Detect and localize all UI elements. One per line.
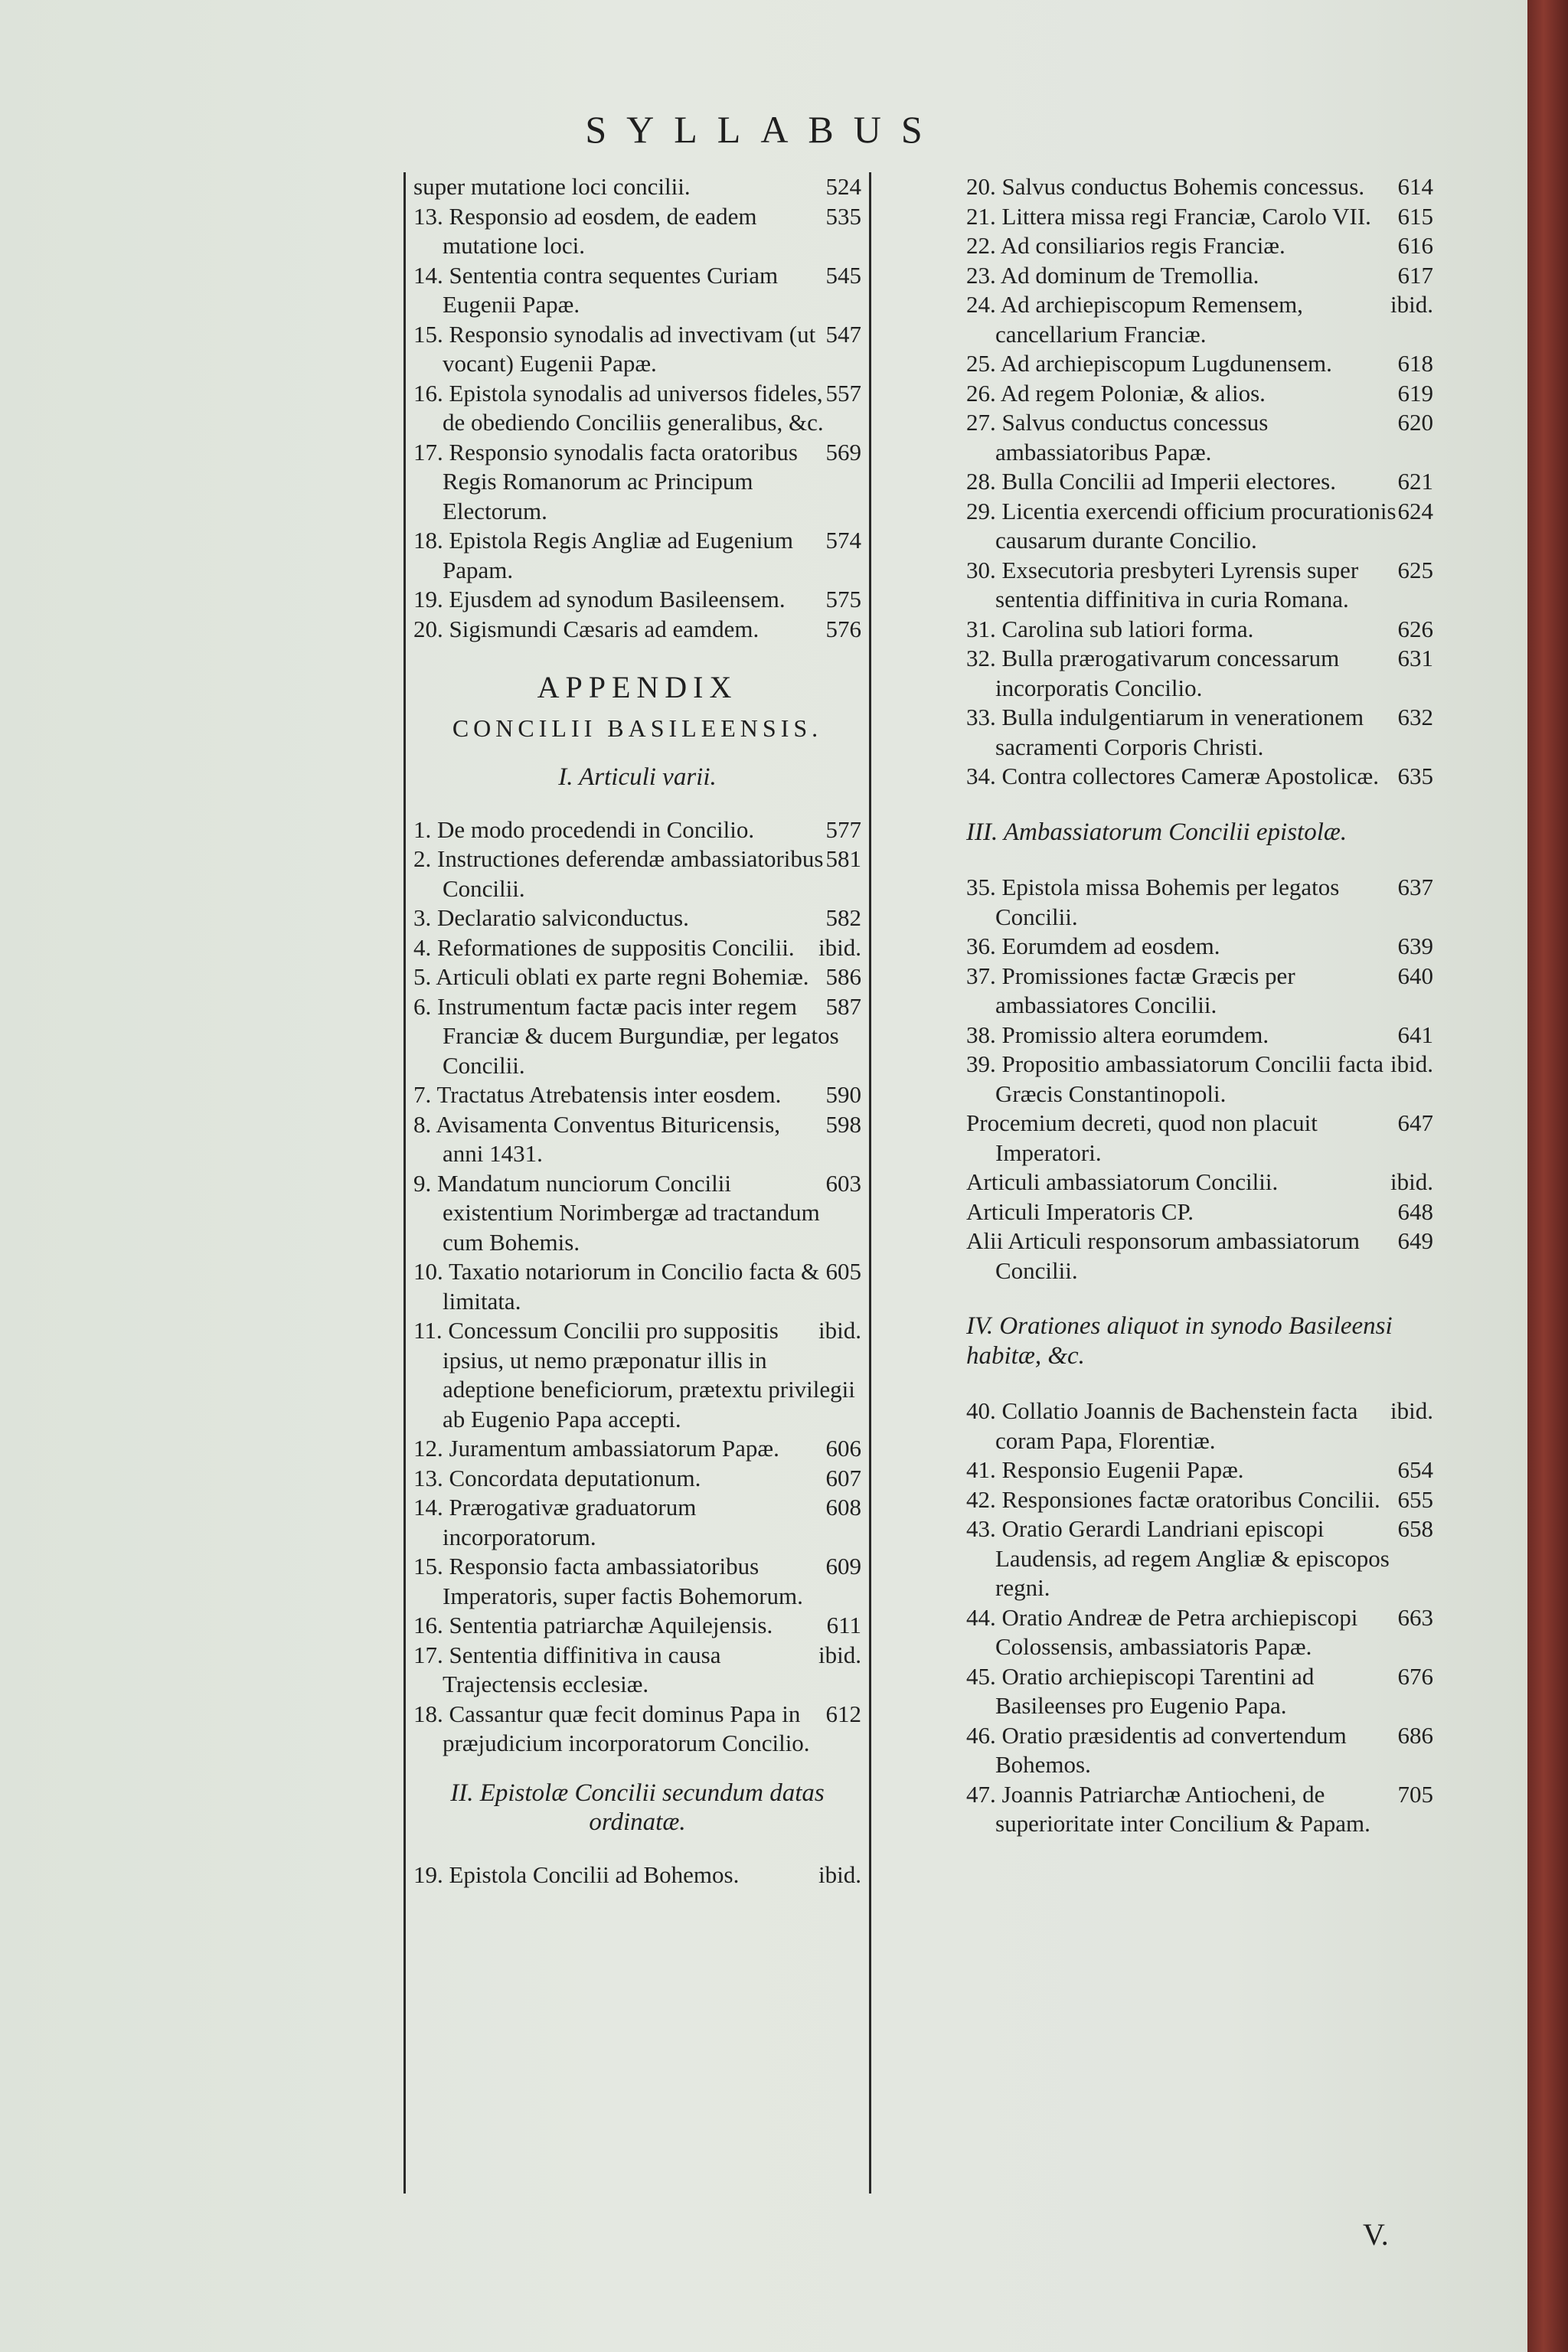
section-i-list — [413, 815, 861, 1759]
toc-entry-text: 26. Ad regem Poloniæ, & alios. — [966, 379, 1266, 407]
toc-entry-text: 39. Propositio ambassiatorum Concilii facta Græcis Constantinopoli. — [966, 1050, 1383, 1107]
section-iii-heading: III. Ambassiatorum Concilii epistolæ. — [966, 818, 1348, 846]
toc-entry — [413, 1860, 861, 1890]
toc-page-number: 581 — [825, 845, 861, 872]
toc-page-number: 614 — [1397, 173, 1433, 200]
toc-entry-text: 19. Epistola Concilii ad Bohemos. — [413, 1860, 740, 1888]
toc-entry-text: super mutatione loci concilii. — [413, 173, 691, 200]
toc-page-number: 587 — [825, 992, 861, 1020]
toc-page-number: 676 — [1397, 1662, 1433, 1690]
toc-page-number: ibid. — [818, 1860, 861, 1888]
toc-page-number: 686 — [1397, 1721, 1433, 1749]
toc-entry — [966, 1021, 1433, 1050]
toc-entry-text: 15. Responsio facta ambassiatoribus Imperatoris, super factis Bohemorum. — [413, 1553, 803, 1609]
toc-page-number: 547 — [825, 320, 861, 348]
toc-entry — [966, 962, 1433, 1021]
toc-entry-text: 15. Responsio synodalis ad invectivam (ut vocant) Eugenii Papæ. — [413, 320, 816, 377]
section-ii-list — [413, 1860, 861, 1890]
left-column — [403, 172, 871, 2194]
toc-page-number: 639 — [1397, 933, 1433, 959]
toc-page-number: 611 — [826, 1612, 861, 1638]
toc-entry — [966, 1514, 1433, 1603]
toc-entry — [966, 349, 1433, 379]
toc-entry — [966, 408, 1433, 467]
toc-entry — [413, 1434, 861, 1464]
toc-entry-text: 13. Concordata deputationum. — [413, 1464, 701, 1491]
toc-entry — [966, 202, 1433, 232]
toc-entry-text: 40. Collatio Joannis de Bachenstein facta coram Papa, Florentiæ. — [966, 1397, 1358, 1454]
toc-page-number: 535 — [825, 202, 861, 230]
toc-entry-text: 8. Avisamenta Conventus Bituricensis, anni 1431. — [413, 1110, 781, 1167]
toc-entry-text: 16. Epistola synodalis ad universos fideles, de obediendo Conciliis generalibus, &c. — [413, 379, 824, 436]
toc-entry-text: 18. Epistola Regis Angliæ ad Eugenium Papam. — [413, 527, 793, 583]
toc-page-number: 649 — [1397, 1227, 1433, 1254]
toc-page-number: 619 — [1397, 379, 1433, 407]
toc-entry — [966, 1197, 1433, 1227]
toc-page-number: 545 — [825, 261, 861, 289]
toc-entry — [413, 379, 861, 438]
toc-entry — [413, 933, 861, 963]
toc-entry-text: Alii Articuli responsorum ambassiatorum Concilii. — [966, 1227, 1361, 1284]
toc-page-number: 576 — [825, 615, 861, 642]
toc-entry-text: 36. Eorumdem ad eosdem. — [966, 933, 1220, 959]
toc-entry — [413, 962, 861, 992]
toc-entry-text: 45. Oratio archiepiscopi Tarentini ad Basileenses pro Eugenio Papa. — [966, 1662, 1315, 1719]
toc-page-number: 705 — [1397, 1780, 1433, 1808]
toc-page-number: 612 — [825, 1700, 861, 1727]
toc-entry — [413, 903, 861, 933]
toc-page-number: 655 — [1397, 1485, 1433, 1513]
toc-entry — [413, 320, 861, 379]
toc-page-number: 647 — [1397, 1109, 1433, 1136]
toc-entry-text: 29. Licentia exercendi officium procurationis causarum durante Concilio. — [966, 497, 1396, 554]
toc-entry — [966, 290, 1433, 349]
toc-page-number: ibid. — [1390, 1397, 1433, 1424]
toc-entry — [413, 1169, 861, 1258]
right-column — [966, 172, 1433, 1839]
toc-entry-text: 38. Promissio altera eorumdem. — [966, 1021, 1269, 1048]
toc-page-number: 624 — [1397, 497, 1433, 524]
toc-entry — [413, 438, 861, 527]
toc-page-number: ibid. — [1390, 1050, 1433, 1077]
toc-entry — [966, 231, 1433, 261]
toc-page-number: ibid. — [1390, 291, 1433, 318]
toc-entry — [966, 1485, 1433, 1515]
toc-entry-text: 12. Juramentum ambassiatorum Papæ. — [413, 1435, 779, 1462]
toc-entry — [413, 1080, 861, 1110]
toc-page-number: 574 — [825, 527, 861, 554]
toc-page-number: 663 — [1397, 1603, 1433, 1631]
toc-entry-text: 21. Littera missa regi Franciæ, Carolo VII. — [966, 202, 1371, 230]
toc-page-number: 577 — [825, 815, 861, 843]
book-binding — [1527, 0, 1568, 2352]
toc-entry-text: 46. Oratio præsidentis ad convertendum Bohemos. — [966, 1721, 1347, 1778]
toc-entry-text: 22. Ad consiliarios regis Franciæ. — [966, 232, 1285, 259]
toc-entry-text: 32. Bulla prærogativarum concessarum incorporatis Concilio. — [966, 645, 1340, 701]
toc-page-number: 640 — [1397, 962, 1433, 989]
toc-page-number: 620 — [1397, 409, 1433, 436]
toc-entry-text: 28. Bulla Concilii ad Imperii electores. — [966, 468, 1336, 495]
toc-entry-text: 25. Ad archiepiscopum Lugdunensem. — [966, 350, 1332, 377]
toc-page-number: 654 — [1397, 1456, 1433, 1483]
toc-entry — [966, 1050, 1433, 1109]
appendix-title: APPENDIX — [537, 670, 738, 704]
toc-page-number: 618 — [1397, 350, 1433, 377]
toc-entry-text: Articuli Imperatoris CP. — [966, 1197, 1194, 1225]
toc-entry — [966, 1780, 1433, 1839]
toc-page-number: 590 — [825, 1081, 861, 1108]
toc-entry — [413, 1641, 861, 1700]
toc-entry — [413, 1110, 861, 1169]
toc-entry — [413, 1464, 861, 1494]
toc-entry-text: 33. Bulla indulgentiarum in venerationem sacramenti Corporis Christi. — [966, 704, 1364, 760]
toc-entry — [413, 992, 861, 1081]
toc-page-number: 582 — [825, 904, 861, 931]
toc-entry-text: 1. De modo procedendi in Concilio. — [413, 815, 755, 843]
toc-entry-text: 10. Taxatio notariorum in Concilio facta & limitata. — [413, 1258, 820, 1315]
toc-page-number: 632 — [1397, 704, 1433, 730]
toc-entry — [966, 703, 1433, 762]
toc-entry — [413, 202, 861, 261]
toc-entry-text: 7. Tractatus Atrebatensis inter eosdem. — [413, 1081, 782, 1108]
toc-page-number: 616 — [1397, 232, 1433, 259]
toc-page-number: ibid. — [818, 1641, 861, 1668]
toc-page-number: 607 — [825, 1464, 861, 1491]
toc-entry-text: 14. Prærogativæ graduatorum incorporatorum. — [413, 1494, 697, 1550]
toc-entry — [966, 1721, 1433, 1780]
toc-entry — [966, 644, 1433, 703]
toc-page-number: 606 — [825, 1435, 861, 1462]
toc-page-number: 648 — [1397, 1197, 1433, 1225]
toc-entry — [966, 556, 1433, 615]
toc-entry — [413, 1316, 861, 1434]
toc-entry — [966, 1455, 1433, 1485]
toc-entry — [413, 815, 861, 845]
toc-entry — [966, 932, 1433, 962]
toc-entry-text: 20. Sigismundi Cæsaris ad eamdem. — [413, 615, 760, 642]
toc-page-number: 569 — [825, 438, 861, 466]
section-ii-heading: II. Epistolæ Concilii secundum datas ordinatæ. — [450, 1779, 825, 1836]
toc-page-number: 603 — [825, 1169, 861, 1197]
toc-entry-text: Articuli ambassiatorum Concilii. — [966, 1168, 1279, 1195]
toc-entry-text: 17. Sententia diffinitiva in causa Trajectensis ecclesiæ. — [413, 1641, 721, 1697]
toc-entry-text: 31. Carolina sub latiori forma. — [966, 615, 1254, 642]
right-top-list — [966, 172, 1433, 792]
toc-page-number: 635 — [1397, 763, 1433, 789]
toc-page-number: ibid. — [818, 1317, 861, 1344]
toc-page-number: ibid. — [818, 933, 861, 961]
toc-entry — [966, 1603, 1433, 1662]
toc-page-number: 625 — [1397, 556, 1433, 583]
toc-entry-text: 2. Instructiones deferendæ ambassiatoribus Concilii. — [413, 845, 824, 902]
toc-entry — [413, 1611, 861, 1641]
toc-page-number: 609 — [825, 1553, 861, 1579]
toc-entry-text: 42. Responsiones factæ oratoribus Concilii. — [966, 1485, 1380, 1513]
toc-entry — [413, 1552, 861, 1611]
toc-entry-text: 43. Oratio Gerardi Landriani episcopi Laudensis, ad regem Angliæ & episcopos regni. — [966, 1515, 1390, 1601]
toc-entry-text: 47. Joannis Patriarchæ Antiocheni, de superioritate inter Concilium & Papam. — [966, 1780, 1370, 1837]
toc-entry-text: 14. Sententia contra sequentes Curiam Eugenii Papæ. — [413, 261, 779, 318]
toc-entry — [966, 379, 1433, 409]
page-header: SYLLABUS — [585, 108, 942, 151]
toc-entry — [966, 1662, 1433, 1721]
toc-page-number: 615 — [1397, 202, 1433, 230]
toc-page-number: 524 — [825, 173, 861, 200]
toc-page-number: 626 — [1397, 615, 1433, 642]
toc-page-number: 598 — [825, 1110, 861, 1138]
toc-entry-text: 44. Oratio Andreæ de Petra archiepiscopi Colossensis, ambassiatoris Papæ. — [966, 1603, 1358, 1660]
toc-entry — [966, 873, 1433, 932]
toc-entry — [966, 1396, 1433, 1455]
toc-page-number: 637 — [1397, 874, 1433, 900]
toc-entry-text: 37. Promissiones factæ Græcis per ambassiatores Concilii. — [966, 962, 1295, 1018]
toc-page-number: 575 — [825, 586, 861, 612]
toc-entry-text: 3. Declaratio salviconductus. — [413, 904, 689, 931]
toc-page-number: 608 — [825, 1494, 861, 1521]
toc-page-number: 658 — [1397, 1515, 1433, 1542]
toc-entry-text: 24. Ad archiepiscopum Remensem, cancellarium Franciæ. — [966, 291, 1303, 348]
toc-page-number: 605 — [825, 1258, 861, 1285]
toc-entry-text: 27. Salvus conductus concessus ambassiatoribus Papæ. — [966, 409, 1269, 466]
toc-entry — [413, 261, 861, 320]
toc-entry — [966, 1227, 1433, 1285]
toc-page-number: 641 — [1397, 1021, 1433, 1048]
section-i-heading: I. Articuli varii. — [558, 763, 717, 791]
signature-mark: V. — [1363, 2217, 1389, 2252]
left-top-list — [413, 172, 861, 644]
toc-entry-text: 41. Responsio Eugenii Papæ. — [966, 1456, 1244, 1483]
toc-entry-text: 34. Contra collectores Cameræ Apostolicæ. — [966, 763, 1379, 789]
toc-entry-text: 19. Ejusdem ad synodum Basileensem. — [413, 586, 786, 612]
toc-entry — [966, 1168, 1433, 1197]
toc-entry — [413, 585, 861, 615]
toc-entry — [413, 1700, 861, 1759]
toc-entry — [966, 1109, 1433, 1168]
toc-entry — [966, 467, 1433, 497]
toc-page-number: 586 — [825, 963, 861, 990]
toc-entry-text: Procemium decreti, quod non placuit Imperatori. — [966, 1109, 1318, 1166]
toc-entry — [966, 615, 1433, 645]
toc-entry-text: 30. Exsecutoria presbyteri Lyrensis super sententia diffinitiva in curia Romana. — [966, 556, 1359, 612]
toc-entry — [413, 844, 861, 903]
toc-entry-text: 11. Concessum Concilii pro suppositis ipsius, ut nemo præponatur illis in adeptione beneficiorum, prætextu privilegii ab Eugenio Papa accepti. — [413, 1317, 855, 1432]
toc-entry-text: 9. Mandatum nunciorum Concilii existentium Norimbergæ ad tractandum cum Bohemis. — [413, 1169, 820, 1256]
toc-entry — [966, 172, 1433, 202]
toc-entry — [966, 762, 1433, 792]
toc-entry — [413, 615, 861, 645]
toc-entry-text: 16. Sententia patriarchæ Aquilejensis. — [413, 1612, 773, 1638]
toc-entry-text: 17. Responsio synodalis facta oratoribus Regis Romanorum ac Principum Electorum. — [413, 438, 798, 524]
toc-entry — [413, 172, 861, 202]
section-iv-list — [966, 1396, 1433, 1839]
toc-entry — [966, 261, 1433, 291]
toc-entry — [966, 497, 1433, 556]
section-iv-heading: IV. Orationes aliquot in synodo Basileensi habitæ, &c. — [966, 1312, 1393, 1370]
toc-entry-text: 6. Instrumentum factæ pacis inter regem Franciæ & ducem Burgundiæ, per legatos Concilii. — [413, 992, 839, 1079]
appendix-subtitle: CONCILII BASILEENSIS. — [452, 714, 823, 742]
toc-page-number: 621 — [1397, 468, 1433, 495]
toc-page-number: ibid. — [1390, 1168, 1433, 1195]
toc-page-number: 557 — [825, 379, 861, 407]
toc-entry-text: 20. Salvus conductus Bohemis concessus. — [966, 173, 1365, 200]
toc-entry-text: 4. Reformationes de suppositis Concilii. — [413, 933, 795, 961]
toc-entry — [413, 1257, 861, 1316]
toc-entry — [413, 1493, 861, 1552]
toc-page-number: 631 — [1397, 645, 1433, 671]
toc-entry-text: 35. Epistola missa Bohemis per legatos Concilii. — [966, 874, 1340, 930]
toc-entry-text: 23. Ad dominum de Tremollia. — [966, 261, 1259, 289]
section-iii-list — [966, 873, 1433, 1285]
toc-entry-text: 5. Articuli oblati ex parte regni Bohemiæ. — [413, 963, 809, 990]
toc-entry — [413, 526, 861, 585]
toc-page-number: 617 — [1397, 261, 1433, 289]
toc-entry-text: 18. Cassantur quæ fecit dominus Papa in præjudicium incorporatorum Concilio. — [413, 1700, 810, 1756]
toc-entry-text: 13. Responsio ad eosdem, de eadem mutatione loci. — [413, 202, 757, 259]
